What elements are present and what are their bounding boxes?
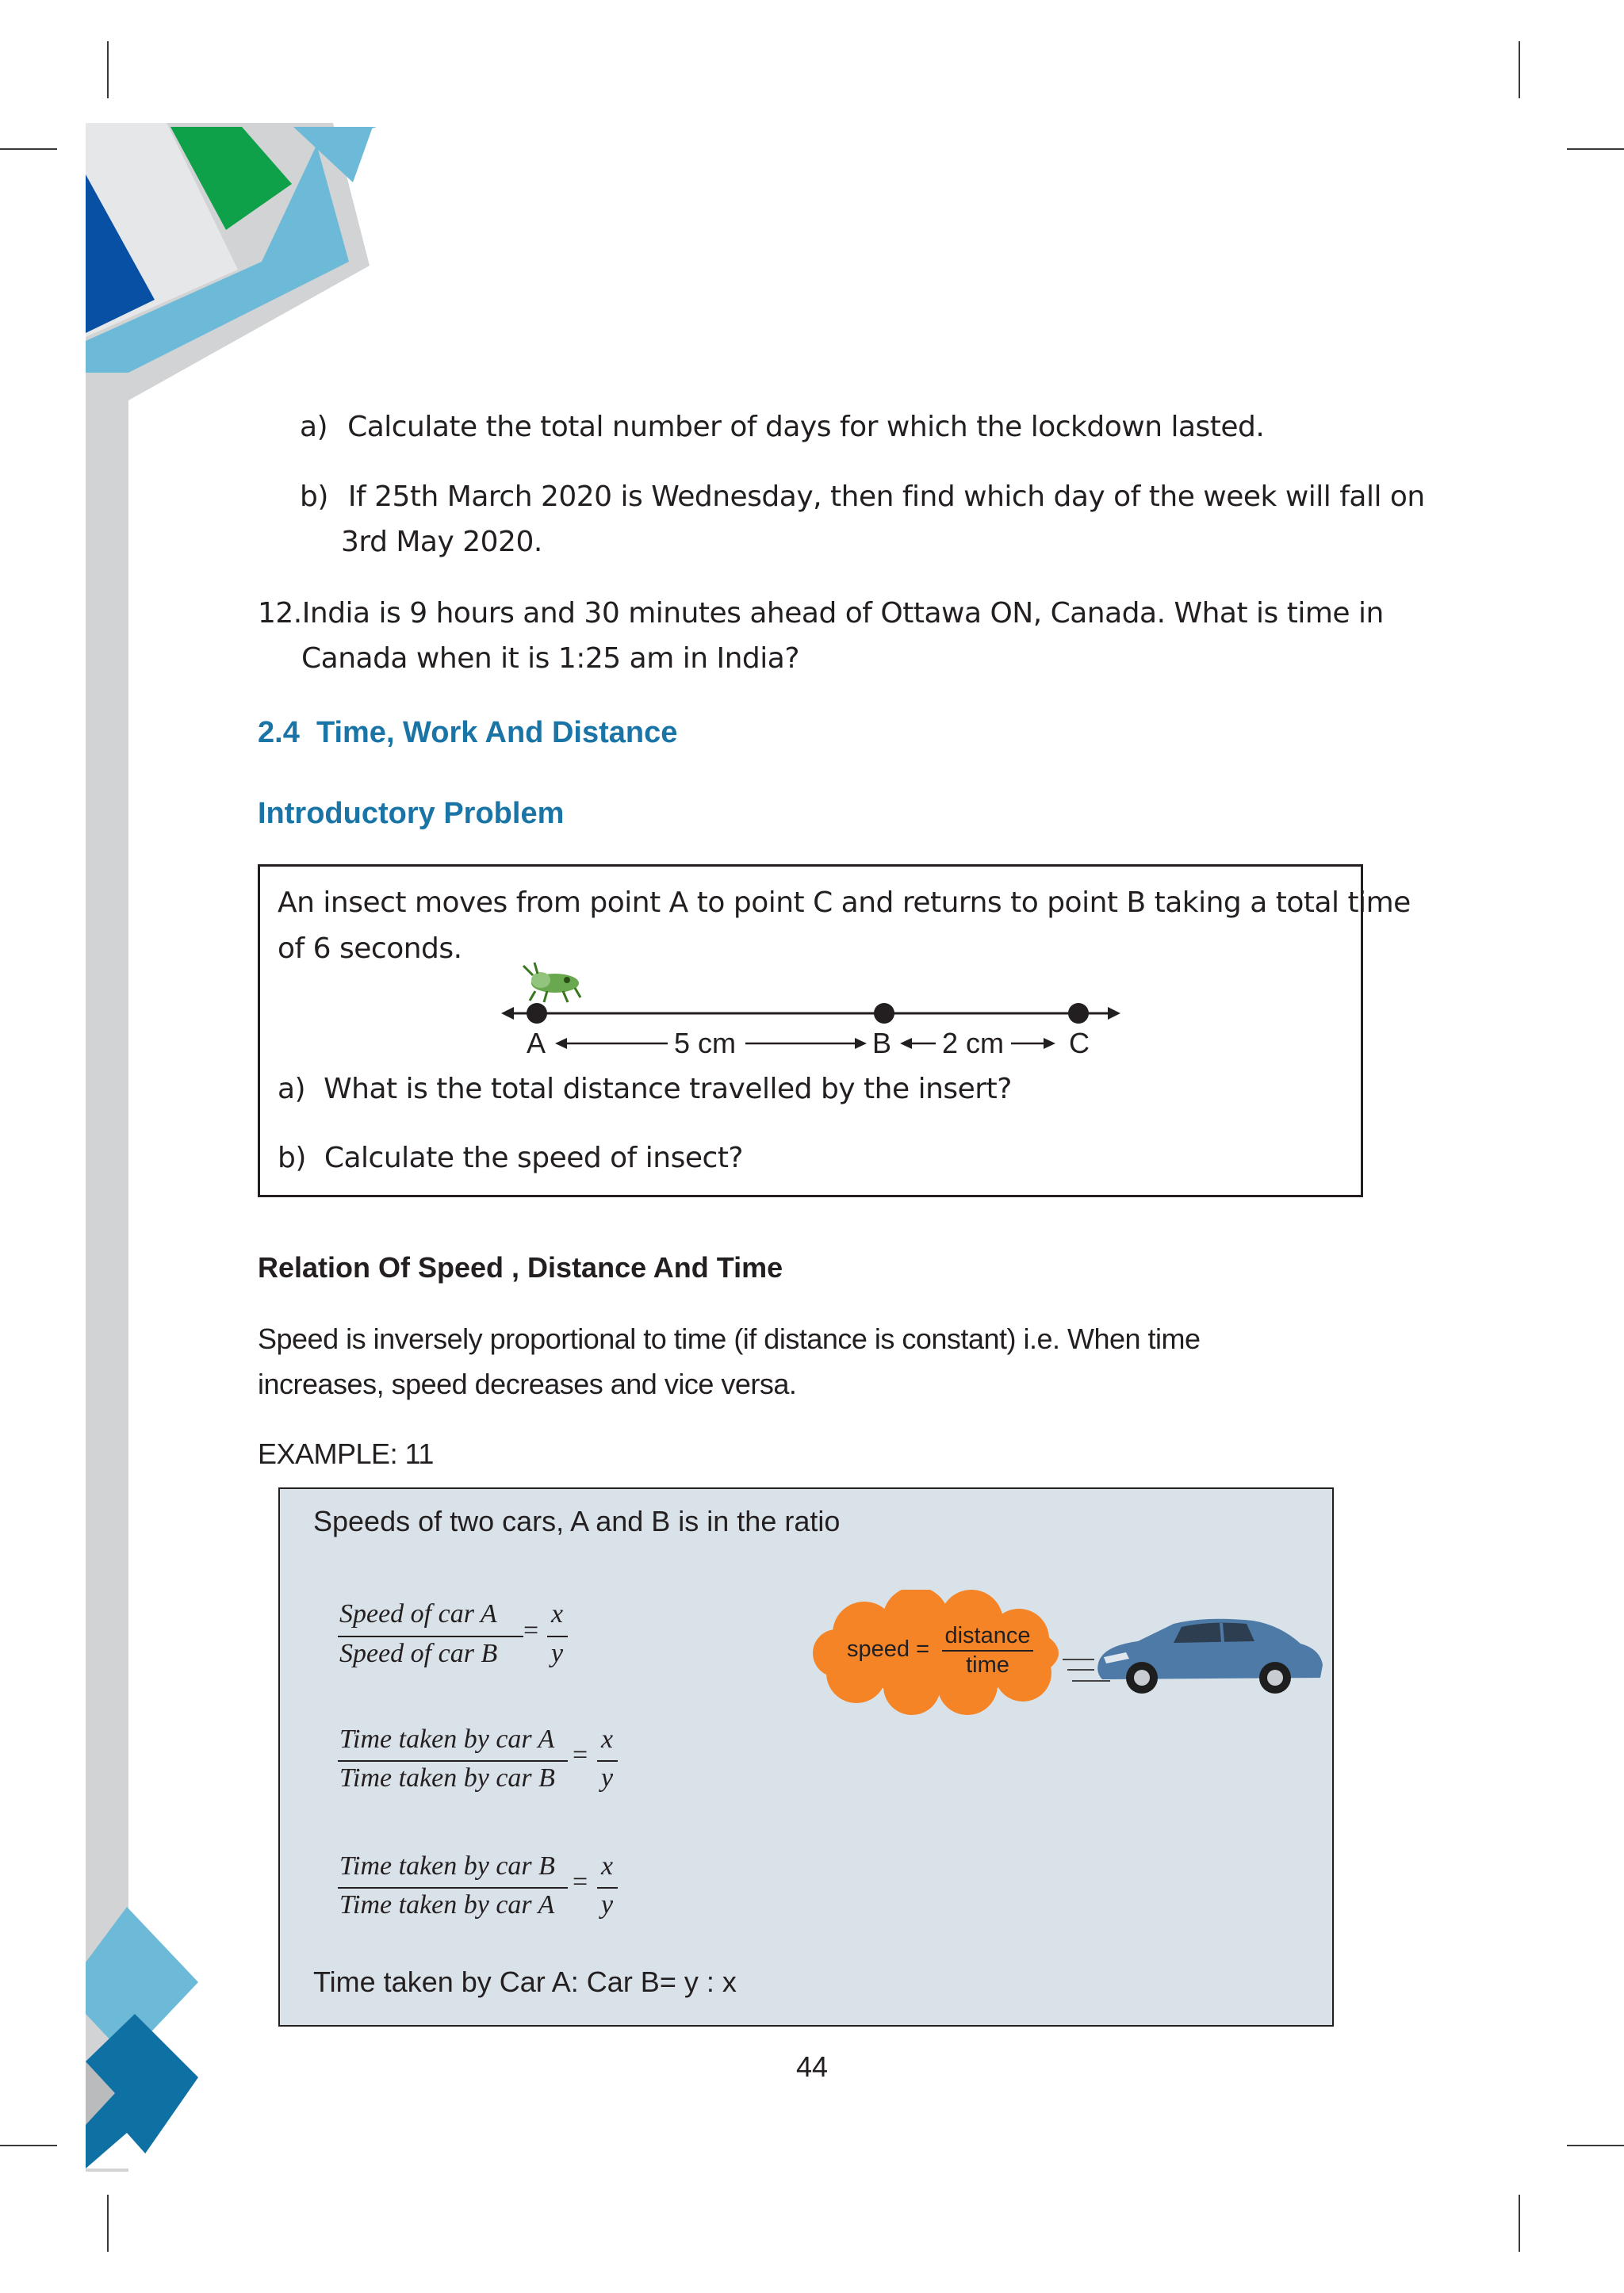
car-icon <box>1063 1608 1324 1695</box>
example-conclusion: Time taken by Car A: Car B= y : x <box>313 1966 737 1998</box>
point-a-label: A <box>527 1027 546 1059</box>
question-text-continued: Canada when it is 1:25 am in India? <box>301 642 799 675</box>
question-text: What is the total distance travelled by the insert? <box>324 1073 1012 1105</box>
question-11b <box>300 474 1425 519</box>
question-number: 12. <box>258 597 302 630</box>
section-heading: 2.4 Time, Work And Distance <box>258 716 678 749</box>
question-12 <box>258 591 1384 636</box>
eq3-numerator: Time taken by car B <box>339 1851 555 1881</box>
question-text-continued: 3rd May 2020. <box>341 526 542 558</box>
example-intro: Speeds of two cars, A and B is in the ratio <box>313 1505 841 1537</box>
equals-sign: = <box>523 1616 539 1645</box>
eq3-ratio-denominator: y <box>601 1890 614 1920</box>
page-number: 44 <box>796 2050 829 2083</box>
eq3-denominator: Time taken by car A <box>339 1890 555 1920</box>
problem-statement: An insect moves from point A to point C and returns to point B taking a total time <box>278 886 1411 919</box>
insect-icon <box>523 963 580 1002</box>
formula-numerator: distance <box>944 1623 1031 1648</box>
point-b-label: B <box>872 1027 892 1059</box>
equals-sign: = <box>573 1740 588 1770</box>
question-text: Calculate the total number of days for which the lockdown lasted. <box>347 411 1265 443</box>
list-marker: a) <box>278 1073 306 1105</box>
relation-heading: Relation Of Speed , Distance And Time <box>258 1251 783 1284</box>
point-c-label: C <box>1069 1027 1090 1059</box>
eq2-ratio-numerator: x <box>601 1725 614 1754</box>
fraction-bar <box>338 1760 568 1762</box>
equals-sign: = <box>573 1867 588 1897</box>
fraction-bar <box>597 1887 618 1889</box>
question-text: If 25th March 2020 is Wednesday, then find which day of the week will fall on <box>347 480 1425 513</box>
fraction-bar <box>547 1636 568 1637</box>
relation-paragraph-continued: increases, speed decreases and vice versa. <box>258 1368 797 1400</box>
problem-statement-continued: of 6 seconds. <box>278 932 462 965</box>
eq2-ratio-denominator: y <box>601 1763 614 1793</box>
list-marker: b) <box>278 1142 306 1174</box>
eq2-numerator: Time taken by car A <box>339 1725 555 1754</box>
formula-speed-label: speed = <box>847 1636 930 1662</box>
eq1-ratio-denominator: y <box>551 1639 564 1668</box>
list-marker: b) <box>300 480 328 513</box>
question-text: India is 9 hours and 30 minutes ahead of Ottawa ON, Canada. What is time in <box>301 597 1384 630</box>
intro-problem-heading: Introductory Problem <box>258 797 565 830</box>
distance-ab-label: 5 cm <box>674 1027 737 1059</box>
fraction-bar <box>338 1887 568 1889</box>
eq1-ratio-numerator: x <box>551 1599 564 1629</box>
example-box <box>278 1487 1334 2027</box>
distance-bc-label: 2 cm <box>942 1027 1005 1059</box>
question-11a <box>300 404 1264 450</box>
question-text: Calculate the speed of insect? <box>324 1142 744 1174</box>
eq1-denominator: Speed of car B <box>339 1639 498 1668</box>
fraction-bar <box>942 1650 1033 1652</box>
eq1-numerator: Speed of car A <box>339 1599 497 1629</box>
fraction-bar <box>597 1760 618 1762</box>
problem-question-b <box>278 1135 743 1181</box>
problem-question-a <box>278 1066 1012 1112</box>
eq3-ratio-numerator: x <box>601 1851 614 1881</box>
relation-paragraph: Speed is inversely proportional to time (if distance is constant) i.e. When time <box>258 1323 1201 1355</box>
formula-denominator: time <box>966 1652 1009 1678</box>
list-marker: a) <box>300 411 328 443</box>
insect-line-diagram <box>492 959 1126 1062</box>
example-label: EXAMPLE: 11 <box>258 1437 434 1470</box>
eq2-denominator: Time taken by car B <box>339 1763 555 1793</box>
fraction-bar <box>338 1636 523 1637</box>
